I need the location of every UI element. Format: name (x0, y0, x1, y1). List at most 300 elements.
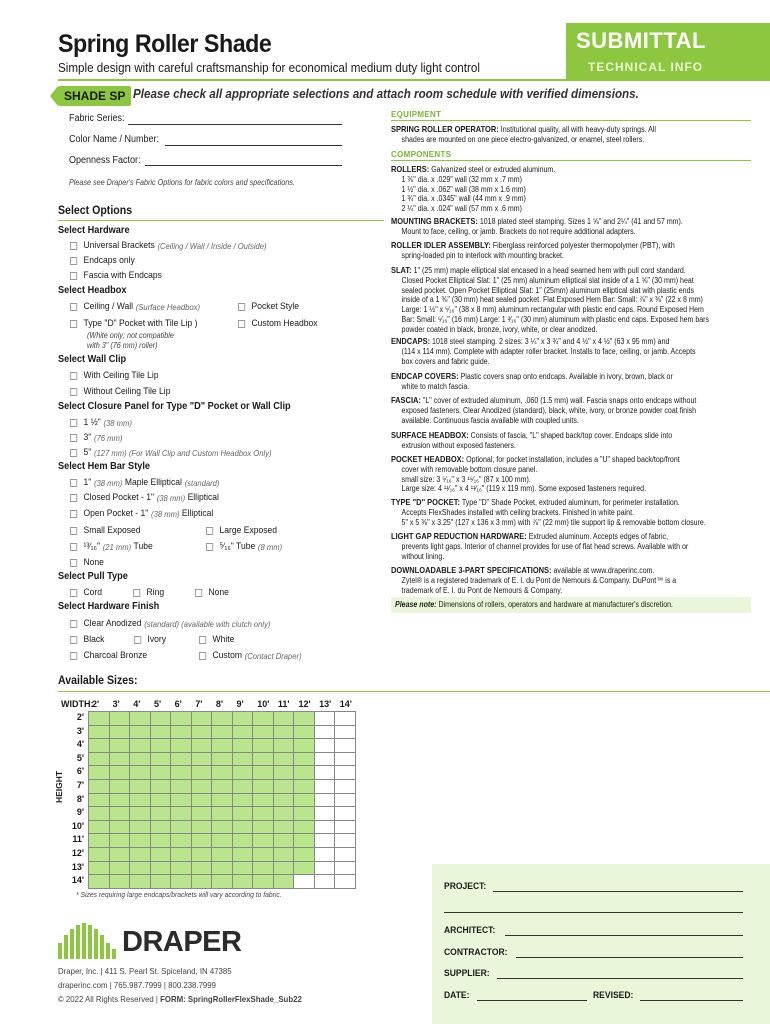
grid-cell (212, 739, 233, 753)
page-title: Spring Roller Shade (58, 30, 272, 58)
instruction-text: Please check all appropriate selections and attach room schedule with verified dimensions. (133, 87, 639, 101)
option-closure-5[interactable]: 5" (127 mm) (For Wall Clip and Custom Headbox Only) (70, 447, 272, 458)
color-name-label: Color Name / Number: (69, 134, 160, 145)
grid-cell (253, 820, 274, 834)
checkbox[interactable] (70, 620, 77, 628)
components-rule (391, 160, 751, 161)
grid-cell (232, 739, 253, 753)
checkbox[interactable] (238, 303, 245, 311)
checkbox[interactable] (70, 636, 77, 644)
equipment-rule (391, 120, 751, 121)
grid-cell (294, 807, 315, 821)
grid-cell (294, 861, 315, 875)
grid-cell (109, 793, 130, 807)
height-tick-label: 5' (76, 752, 84, 763)
grid-cell (253, 793, 274, 807)
grid-cell (335, 779, 356, 793)
headbox-heading: Select Headbox (58, 285, 127, 296)
width-label: WIDTH: (61, 699, 94, 709)
grid-cell (232, 875, 253, 889)
grid-cell (150, 875, 171, 889)
grid-cell (109, 834, 130, 848)
checkbox[interactable] (134, 636, 141, 644)
grid-cell (171, 793, 192, 807)
option-without-tile-lip[interactable]: Without Ceiling Tile Lip (70, 386, 170, 397)
grid-cell (130, 725, 151, 739)
checkbox[interactable] (70, 303, 77, 311)
grid-cell (253, 847, 274, 861)
grid-cell (335, 861, 356, 875)
option-hem-tube-21[interactable]: ¹³⁄₁₆" (21 mm) Tube (70, 541, 153, 552)
grid-cell (253, 875, 274, 889)
grid-cell (130, 847, 151, 861)
revised-field[interactable] (640, 1000, 743, 1001)
please-note: Please note: Dimensions of rollers, operators and hardware at manufacturer's discretion. (395, 600, 674, 609)
grid-cell (150, 820, 171, 834)
grid-cell (171, 712, 192, 726)
height-tick-label: 8' (76, 793, 84, 804)
grid-cell (191, 779, 212, 793)
grid-cell (212, 725, 233, 739)
grid-row (89, 847, 356, 861)
grid-row (89, 807, 356, 821)
supplier-label: SUPPLIER: (444, 968, 490, 979)
checkbox[interactable] (70, 419, 77, 427)
width-tick-label: 6' (174, 699, 182, 709)
grid-cell (273, 766, 294, 780)
height-tick-label: 7' (76, 780, 84, 790)
grid-cell (191, 766, 212, 780)
grid-cell (130, 807, 151, 821)
grid-cell (212, 875, 233, 889)
grid-cell (314, 752, 335, 766)
grid-row (89, 779, 356, 793)
grid-row (89, 820, 356, 834)
option-finish-black[interactable]: Black (70, 634, 104, 645)
fabric-note: Please see Draper's Fabric Options for fabric colors and specifications. (69, 178, 295, 187)
grid-cell (109, 820, 130, 834)
checkbox[interactable] (70, 479, 77, 487)
grid-cell (191, 807, 212, 821)
grid-cell (150, 739, 171, 753)
grid-cell (212, 834, 233, 848)
wall-clip-heading: Select Wall Clip (58, 354, 127, 365)
supplier-field[interactable] (497, 978, 743, 979)
height-tick-label: 13' (71, 861, 84, 872)
grid-cell (130, 793, 151, 807)
grid-cell (89, 807, 110, 821)
grid-cell (314, 847, 335, 861)
project-field-2[interactable] (444, 912, 743, 913)
grid-cell (294, 725, 315, 739)
hardware-heading: Select Hardware (58, 225, 130, 236)
grid-cell (150, 766, 171, 780)
grid-cell (150, 712, 171, 726)
checkbox[interactable] (199, 652, 206, 660)
grid-cell (191, 752, 212, 766)
grid-cell (109, 807, 130, 821)
grid-cell (191, 820, 212, 834)
checkbox[interactable] (70, 543, 77, 551)
grid-cell (171, 739, 192, 753)
grid-cell (232, 752, 253, 766)
grid-cell (212, 766, 233, 780)
grid-cell (150, 752, 171, 766)
option-endcaps-only[interactable]: Endcaps only (70, 255, 135, 266)
grid-cell (335, 820, 356, 834)
grid-cell (253, 712, 274, 726)
grid-cell (109, 847, 130, 861)
checkbox[interactable] (199, 636, 206, 644)
option-pocket-style[interactable]: Pocket Style (238, 301, 299, 312)
grid-cell (294, 875, 315, 889)
project-field[interactable] (493, 891, 743, 892)
grid-cell (212, 820, 233, 834)
grid-cell (171, 820, 192, 834)
grid-cell (314, 875, 335, 889)
grid-cell (273, 820, 294, 834)
option-clear-anodized[interactable]: Clear Anodized (standard) (available with clutch only) (70, 618, 270, 629)
height-tick-label: 3' (76, 725, 84, 736)
header-rule (58, 79, 568, 81)
grid-cell (314, 766, 335, 780)
project-label: PROJECT: (444, 881, 487, 892)
spec-download: DOWNLOADABLE 3-PART SPECIFICATIONS: available at www.draperinc.com. Zytel® is a registered trademark of E. I. du Pont de Nemours & Company. DuPont™ is a trademark of E. I. du Pont de Nemours & Company. (391, 565, 677, 595)
grid-cell (171, 766, 192, 780)
grid-cell (191, 712, 212, 726)
grid-cell (314, 725, 335, 739)
grid-cell (191, 739, 212, 753)
grid-cell (130, 766, 151, 780)
grid-cell (150, 847, 171, 861)
grid-cell (212, 752, 233, 766)
grid-cell (314, 807, 335, 821)
date-label: DATE: (444, 990, 470, 1001)
height-tick-label: 14' (71, 875, 84, 886)
grid-cell (273, 875, 294, 889)
width-tick-label: 3' (112, 699, 120, 709)
grid-row (89, 766, 356, 780)
checkbox[interactable] (70, 510, 77, 518)
option-closure-3[interactable]: 3" (76 mm) (70, 432, 122, 443)
checkbox[interactable] (70, 494, 77, 502)
grid-cell (335, 725, 356, 739)
grid-cell (253, 725, 274, 739)
grid-cell (89, 739, 110, 753)
checkbox[interactable] (195, 589, 202, 597)
pull-type-heading: Select Pull Type (58, 571, 128, 582)
grid-cell (273, 712, 294, 726)
grid-cell (253, 766, 274, 780)
grid-row (89, 875, 356, 889)
checkbox[interactable] (70, 257, 77, 265)
grid-cell (191, 834, 212, 848)
grid-cell (273, 779, 294, 793)
width-tick-label: 13' (319, 699, 332, 709)
grid-cell (171, 834, 192, 848)
grid-cell (294, 834, 315, 848)
select-options-heading: Select Options (58, 205, 133, 217)
grid-cell (150, 834, 171, 848)
grid-cell (314, 834, 335, 848)
components-heading: COMPONENTS (391, 150, 452, 159)
width-tick-label: 14' (339, 699, 352, 709)
grid-cell (171, 752, 192, 766)
available-sizes-heading: Available Sizes: (58, 675, 138, 687)
height-tick-label: 10' (71, 820, 84, 831)
headbox-subnote-1: (White only; not compatible (87, 331, 174, 340)
grid-cell (109, 875, 130, 889)
option-finish-charcoal[interactable]: Charcoal Bronze (70, 650, 147, 661)
checkbox[interactable] (70, 242, 77, 250)
option-closure-1-5[interactable]: 1 ½" (38 mm) (70, 417, 132, 428)
spec-endcaps: ENDCAPS: 1018 steel stamping. 2 sizes: 3 ¼" x 3 ¾" and 4 ½" x 4 ½" (63 x 95 mm) and (114 x 114 mm). Complete with adapter roller bracket. Installs to face, ceiling, or jamb. Accepts box covers and fabric guide. (391, 336, 696, 366)
option-universal-brackets[interactable]: Universal Brackets (Ceiling / Wall / Inside / Outside) (70, 240, 267, 251)
option-hem-tube-8[interactable]: ⁵⁄₁₆" Tube (8 mm) (206, 541, 282, 552)
grid-cell (273, 847, 294, 861)
checkbox[interactable] (70, 320, 77, 328)
grid-cell (89, 752, 110, 766)
grid-cell (212, 861, 233, 875)
grid-cell (335, 875, 356, 889)
grid-cell (335, 739, 356, 753)
option-custom-headbox[interactable]: Custom Headbox (238, 318, 318, 329)
checkbox[interactable] (70, 388, 77, 396)
option-ceiling-wall[interactable]: Ceiling / Wall (Surface Headbox) (70, 301, 200, 312)
spec-brackets: MOUNTING BRACKETS: 1018 plated steel stamping. Sizes 1 ⅝" and 2¼" (41 and 57 mm). Mount to face, ceiling, or jamb. Brackets do not require additional adapters. (391, 216, 683, 236)
contractor-field[interactable] (516, 957, 743, 958)
grid-cell (232, 793, 253, 807)
date-field[interactable] (477, 1000, 587, 1001)
grid-cell (130, 712, 151, 726)
grid-cell (232, 847, 253, 861)
openness-field[interactable] (145, 165, 342, 166)
grid-cell (335, 793, 356, 807)
checkbox[interactable] (70, 589, 77, 597)
checkbox[interactable] (70, 372, 77, 380)
fabric-series-label: Fabric Series: (69, 113, 125, 124)
grid-cell (212, 793, 233, 807)
grid-cell (171, 807, 192, 821)
grid-cell (273, 861, 294, 875)
draper-logo-icon (58, 923, 120, 959)
checkbox[interactable] (70, 559, 77, 567)
grid-cell (335, 847, 356, 861)
grid-cell (191, 875, 212, 889)
grid-cell (89, 793, 110, 807)
height-tick-label: 12' (71, 848, 84, 858)
grid-cell (232, 834, 253, 848)
grid-cell (253, 834, 274, 848)
spec-pocket-headbox: POCKET HEADBOX: Optional, for pocket installation, includes a "U" shaped back/top/front cover with removable bottom closure panel. small size: 3 ⁵⁄₁₆" x 3 ¹⁵⁄₁₆" (87 x 100 mm). Large size: 4 ¹¹⁄₁₆" x 4 ¹¹⁄₁₆" (119 x 119 mm). Some exposed fasteners required. (391, 454, 680, 494)
grid-cell (130, 820, 151, 834)
width-tick-label: 9' (236, 699, 244, 709)
grid-cell (335, 807, 356, 821)
grid-cell (109, 861, 130, 875)
checkbox[interactable] (70, 527, 77, 535)
option-hem-small-exposed[interactable]: Small Exposed (70, 525, 141, 536)
grid-row (89, 861, 356, 875)
badge-main: SUBMITTAL (576, 28, 706, 53)
option-pull-cord[interactable]: Cord (70, 587, 102, 598)
grid-cell (89, 766, 110, 780)
grid-cell (232, 725, 253, 739)
grid-cell (294, 847, 315, 861)
checkbox[interactable] (238, 320, 245, 328)
grid-cell (150, 793, 171, 807)
checkbox[interactable] (70, 272, 77, 280)
grid-row (89, 793, 356, 807)
grid-cell (130, 779, 151, 793)
grid-cell (253, 739, 274, 753)
checkbox[interactable] (206, 543, 213, 551)
grid-row (89, 739, 356, 753)
shade-tag: SHADE SP (58, 86, 131, 106)
revised-label: REVISED: (593, 990, 634, 1001)
grid-cell (232, 807, 253, 821)
grid-cell (212, 779, 233, 793)
option-pull-none[interactable]: None (195, 587, 229, 598)
width-tick-label: 2' (92, 699, 100, 709)
finish-heading: Select Hardware Finish (58, 601, 160, 612)
grid-cell (109, 779, 130, 793)
grid-cell (232, 820, 253, 834)
grid-cell (335, 834, 356, 848)
height-tick-label: 11' (72, 834, 84, 845)
grid-cell (191, 793, 212, 807)
architect-field[interactable] (505, 935, 743, 936)
grid-cell (89, 861, 110, 875)
option-hem-none[interactable]: None (70, 557, 104, 568)
grid-cell (130, 752, 151, 766)
grid-cell (273, 793, 294, 807)
spec-surface-headbox: SURFACE HEADBOX: Consists of fascia, "L" shaped back/top cover. Endcaps slide into extrusion without exposed fasteners. (391, 430, 673, 450)
option-finish-custom[interactable]: Custom (Contact Draper) (199, 650, 302, 661)
grid-cell (89, 779, 110, 793)
option-fascia-endcaps[interactable]: Fascia with Endcaps (70, 270, 162, 281)
option-finish-ivory[interactable]: Ivory (134, 634, 166, 645)
grid-cell (212, 712, 233, 726)
grid-cell (294, 752, 315, 766)
grid-cell (130, 834, 151, 848)
grid-cell (150, 725, 171, 739)
grid-cell (253, 861, 274, 875)
grid-cell (171, 861, 192, 875)
option-with-tile-lip[interactable]: With Ceiling Tile Lip (70, 370, 159, 381)
width-tick-label: 7' (195, 699, 203, 709)
grid-cell (335, 766, 356, 780)
spec-idler: ROLLER IDLER ASSEMBLY: Fiberglass reinforced polyester thermopolymer (PBT), with spring-loaded pin to interlock with mounting bracket. (391, 240, 675, 260)
option-finish-white[interactable]: White (199, 634, 234, 645)
checkbox[interactable] (133, 589, 140, 597)
grid-row (89, 725, 356, 739)
footer-contact: draperinc.com | 765.987.7999 | 800.238.7999 (58, 980, 216, 990)
grid-cell (294, 779, 315, 793)
grid-cell (273, 739, 294, 753)
grid-cell (314, 820, 335, 834)
width-tick-label: 4' (133, 699, 141, 709)
width-tick-label: 10' (257, 699, 270, 709)
height-tick-label: 2' (76, 712, 84, 722)
hem-bar-heading: Select Hem Bar Style (58, 461, 151, 472)
grid-cell (232, 766, 253, 780)
option-hem-closed-pocket[interactable]: Closed Pocket - 1" (38 mm) Elliptical (70, 492, 219, 503)
checkbox[interactable] (70, 652, 77, 660)
width-tick-label: 5' (153, 699, 162, 709)
footer-address: Draper, Inc. | 411 S. Pearl St. Spiceland, IN 47385 (58, 966, 232, 976)
option-type-d-pocket[interactable]: Type "D" Pocket with Tile Lip ) (70, 318, 197, 329)
grid-cell (171, 779, 192, 793)
height-label: HEIGHT (54, 770, 64, 803)
color-name-field[interactable] (165, 145, 342, 146)
checkbox[interactable] (70, 434, 77, 442)
spec-endcap-covers: ENDCAP COVERS: Plastic covers snap onto endcaps. Available in ivory, brown, black or white to match fascia. (391, 371, 673, 391)
grid-cell (130, 739, 151, 753)
grid-cell (294, 712, 315, 726)
option-hem-large-exposed[interactable]: Large Exposed (206, 525, 277, 536)
grid-cell (314, 779, 335, 793)
height-tick-label: 4' (76, 739, 84, 750)
grid-cell (171, 875, 192, 889)
grid-cell (294, 739, 315, 753)
grid-cell (232, 779, 253, 793)
spec-light-gap: LIGHT GAP REDUCTION HARDWARE: Extruded aluminum. Accepts edges of fabric, prevents light gaps. Interior of channel provides for use of flat head screws. Available with or without lining. (391, 531, 689, 561)
fabric-series-field[interactable] (128, 124, 342, 125)
grid-cell (232, 861, 253, 875)
grid-cell (273, 752, 294, 766)
grid-cell (89, 875, 110, 889)
size-grid (88, 711, 356, 889)
grid-cell (191, 847, 212, 861)
grid-cell (294, 820, 315, 834)
option-hem-open-pocket[interactable]: Open Pocket - 1" (38 mm) Elliptical (70, 508, 213, 519)
headbox-subnote-2: with 3" (76 mm) roller) (87, 341, 158, 350)
grid-cell (294, 793, 315, 807)
grid-cell (314, 793, 335, 807)
grid-row (89, 752, 356, 766)
footer-copyright: © 2022 All Rights Reserved | FORM: SpringRollerFlexShade_Sub22 (58, 994, 302, 1004)
spec-operator: SPRING ROLLER OPERATOR: Institutional quality, all with heavy-duty springs. All shades are mounted on one piece electro-galvanized, or enamel, steel rollers. (391, 124, 656, 144)
grid-cell (150, 779, 171, 793)
height-tick-label: 6' (76, 766, 84, 777)
submittal-badge (566, 23, 770, 81)
grid-cell (314, 739, 335, 753)
height-tick-label: 9' (76, 807, 84, 818)
grid-cell (273, 807, 294, 821)
grid-cell (89, 712, 110, 726)
grid-cell (109, 766, 130, 780)
grid-cell (191, 861, 212, 875)
spec-rollers: ROLLERS: Galvanized steel or extruded aluminum. 1 ⅜" dia. x .029" wall (32 mm x .7 mm) 1 ½" dia. x .062" wall (38 mm x 1.6 mm) 1 ¾" dia. x .0345" wall (44 mm x .9 mm) 2 ¼" dia. x .024" wall (57 mm x .6 mm) (391, 164, 556, 214)
option-hem-maple[interactable]: 1" (38 mm) Maple Elliptical (standard) (70, 477, 219, 488)
width-tick-label: 11' (277, 699, 290, 709)
grid-cell (89, 847, 110, 861)
grid-cell (109, 725, 130, 739)
grid-cell (212, 847, 233, 861)
grid-cell (171, 725, 192, 739)
checkbox[interactable] (70, 449, 77, 457)
spec-type-d-pocket: TYPE "D" POCKET: Type "D" Shade Pocket, extruded aluminum, for perimeter installation. Accepts FlexShades installed with ceiling brackets. Finished in white paint. 5" x 5 ⅜" x 3.25" (127 x 136 x 3 mm) with ⅞" (22 mm) tile support lip & removable bottom closure. (391, 497, 706, 527)
grid-cell (212, 807, 233, 821)
page-subtitle: Simple design with careful craftsmanship for economical medium duty light control (58, 61, 480, 75)
options-rule (58, 220, 384, 221)
grid-cell (191, 725, 212, 739)
checkbox[interactable] (206, 527, 213, 535)
width-tick-label: 12' (298, 699, 311, 709)
grid-cell (273, 834, 294, 848)
spec-slat: SLAT: 1" (25 mm) maple elliptical slat encased in a head seamed hem with pull cord standard. Closed Pocket Elliptical Slat: 1" (25 mm) aluminum elliptical slat inside of a 1 ⅝" (30 mm) heat sealed pocket. Open Pocket Elliptical Slat: 1" (25mm) aluminum elliptical slat with plastic ends inside of a 1 ⅜" (30 mm) heat sealed pocket. Flat Exposed Hem Bar: Small: ⅞" x ⅜" (22 x 8 mm) Large: 1 ½" x ⁵⁄₁₆" (38 x 8 mm) aluminum rectangular with plastic end caps. Round Exposed Hem Bar: Small: ⁵⁄₁₆" (16 mm) Large: 1 ³⁄₁₆" (30 mm) aluminum with plastic end caps. Exposed hem bars powder coated in black, bronze, ivory, white, or clear anodized. (391, 265, 710, 334)
option-pull-ring[interactable]: Ring (133, 587, 164, 598)
